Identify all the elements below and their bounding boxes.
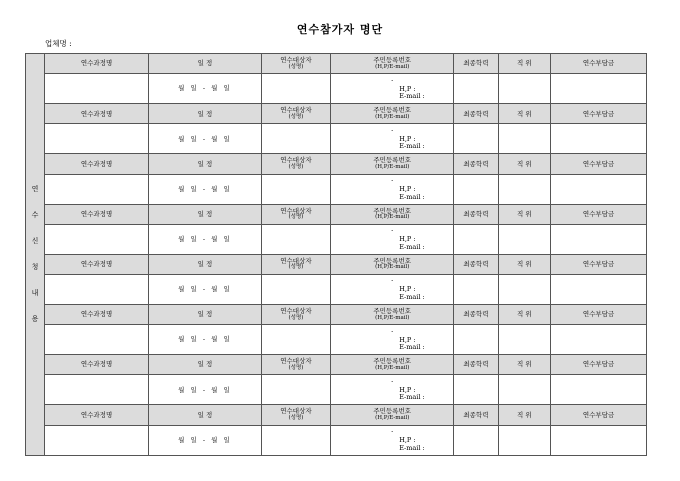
header-id-main: 주민등록번호 <box>373 156 412 165</box>
education-cell[interactable] <box>454 74 498 104</box>
header-course: 연수과정명 <box>44 104 148 124</box>
header-course: 연수과정명 <box>44 405 148 425</box>
entry-row <box>26 74 647 104</box>
trainee-cell[interactable] <box>261 375 330 405</box>
header-fee: 연수부담금 <box>551 405 647 425</box>
id-dash: - <box>391 377 394 385</box>
hp-label: H,P : <box>399 385 416 394</box>
education-cell[interactable] <box>454 325 498 355</box>
header-trainee-main: 연수대상자 <box>280 56 312 65</box>
id-dash: - <box>391 277 394 285</box>
header-education: 최종학력 <box>454 254 498 274</box>
header-id <box>331 304 454 324</box>
header-education: 최종학력 <box>454 405 498 425</box>
header-course: 연수과정명 <box>44 204 148 224</box>
education-cell[interactable] <box>454 375 498 405</box>
header-schedule: 일 정 <box>149 304 262 324</box>
header-trainee-main: 연수대상자 <box>280 206 312 215</box>
header-trainee-sub: (성명) <box>288 163 304 170</box>
side-label <box>26 54 45 456</box>
header-education: 최종학력 <box>454 104 498 124</box>
header-row <box>26 154 647 174</box>
position-cell[interactable] <box>498 325 551 355</box>
participant-table <box>25 53 647 456</box>
header-id-sub: (H,P/E-mail) <box>375 214 410 221</box>
schedule-cell[interactable]: 월 일 - 월 일 <box>149 224 262 254</box>
side-label-char: 내 <box>31 288 39 297</box>
header-id <box>331 154 454 174</box>
email-label: E-mail : <box>399 92 425 101</box>
side-label-char: 신 <box>31 236 39 245</box>
header-trainee-sub: (성명) <box>288 314 304 321</box>
schedule-cell[interactable]: 월 일 - 월 일 <box>149 375 262 405</box>
header-trainee-main: 연수대상자 <box>280 156 312 165</box>
header-id-main: 주민등록번호 <box>373 357 412 366</box>
entry-row <box>26 274 647 304</box>
header-row <box>26 204 647 224</box>
education-cell[interactable] <box>454 224 498 254</box>
header-course: 연수과정명 <box>44 355 148 375</box>
id-contact-cell[interactable] <box>331 425 454 455</box>
header-id-main: 주민등록번호 <box>373 256 412 265</box>
header-id-sub: (H,P/E-mail) <box>375 113 410 120</box>
course-cell[interactable] <box>44 224 148 254</box>
header-position: 직 위 <box>498 355 551 375</box>
fee-cell[interactable] <box>551 224 647 254</box>
header-fee: 연수부담금 <box>551 254 647 274</box>
course-cell[interactable] <box>44 375 148 405</box>
position-cell[interactable] <box>498 74 551 104</box>
schedule-cell[interactable]: 월 일 - 월 일 <box>149 425 262 455</box>
header-fee: 연수부담금 <box>551 304 647 324</box>
header-id-main: 주민등록번호 <box>373 307 412 316</box>
trainee-cell[interactable] <box>261 74 330 104</box>
header-fee: 연수부담금 <box>551 204 647 224</box>
education-cell[interactable] <box>454 174 498 204</box>
schedule-cell[interactable]: 월 일 - 월 일 <box>149 174 262 204</box>
header-row <box>26 254 647 274</box>
header-trainee <box>261 104 330 124</box>
header-fee: 연수부담금 <box>551 355 647 375</box>
participant-table-body <box>26 54 647 456</box>
header-schedule: 일 정 <box>149 204 262 224</box>
id-contact-cell[interactable] <box>331 174 454 204</box>
header-course: 연수과정명 <box>44 254 148 274</box>
hp-label: H,P : <box>399 134 416 143</box>
header-id-sub: (H,P/E-mail) <box>375 414 410 421</box>
course-cell[interactable] <box>44 124 148 154</box>
header-trainee <box>261 405 330 425</box>
side-label-char: 수 <box>31 210 39 219</box>
header-trainee <box>261 154 330 174</box>
header-id <box>331 204 454 224</box>
header-position: 직 위 <box>498 204 551 224</box>
trainee-cell[interactable] <box>261 224 330 254</box>
header-trainee-main: 연수대상자 <box>280 106 312 115</box>
header-trainee <box>261 204 330 224</box>
id-dash: - <box>391 227 394 235</box>
header-position: 직 위 <box>498 405 551 425</box>
hp-label: H,P : <box>399 185 416 194</box>
position-cell[interactable] <box>498 224 551 254</box>
header-fee: 연수부담금 <box>551 154 647 174</box>
fee-cell[interactable] <box>551 425 647 455</box>
header-education: 최종학력 <box>454 54 498 74</box>
id-contact-cell[interactable] <box>331 224 454 254</box>
header-trainee-sub: (성명) <box>288 113 304 120</box>
fee-cell[interactable] <box>551 325 647 355</box>
header-id-sub: (H,P/E-mail) <box>375 163 410 170</box>
header-id <box>331 54 454 74</box>
header-id-main: 주민등록번호 <box>373 206 412 215</box>
header-id <box>331 355 454 375</box>
course-cell[interactable] <box>44 425 148 455</box>
header-trainee-main: 연수대상자 <box>280 407 312 416</box>
hp-label: H,P : <box>399 285 416 294</box>
header-position: 직 위 <box>498 104 551 124</box>
id-dash: - <box>391 76 394 84</box>
course-cell[interactable] <box>44 174 148 204</box>
position-cell[interactable] <box>498 274 551 304</box>
entry-row <box>26 425 647 455</box>
header-fee: 연수부담금 <box>551 104 647 124</box>
header-id <box>331 104 454 124</box>
header-id-sub: (H,P/E-mail) <box>375 63 410 70</box>
position-cell[interactable] <box>498 425 551 455</box>
course-cell[interactable] <box>44 325 148 355</box>
header-row <box>26 405 647 425</box>
header-education: 최종학력 <box>454 304 498 324</box>
header-schedule: 일 정 <box>149 405 262 425</box>
header-id-sub: (H,P/E-mail) <box>375 364 410 371</box>
header-education: 최종학력 <box>454 154 498 174</box>
email-label: E-mail : <box>399 343 425 352</box>
id-contact-cell[interactable] <box>331 375 454 405</box>
header-fee: 연수부담금 <box>551 54 647 74</box>
side-label-char: 연 <box>31 184 39 193</box>
header-id <box>331 254 454 274</box>
id-contact-cell[interactable] <box>331 274 454 304</box>
header-id-sub: (H,P/E-mail) <box>375 314 410 321</box>
page-title: 연수참가자 명단 <box>296 23 384 36</box>
header-trainee-sub: (성명) <box>288 414 304 421</box>
id-dash: - <box>391 428 394 435</box>
hp-label: H,P : <box>399 436 416 444</box>
header-education: 최종학력 <box>454 355 498 375</box>
header-trainee-sub: (성명) <box>288 364 304 371</box>
header-row <box>26 355 647 375</box>
trainee-cell[interactable] <box>261 124 330 154</box>
entry-row <box>26 124 647 154</box>
header-course: 연수과정명 <box>44 304 148 324</box>
schedule-cell[interactable]: 월 일 - 월 일 <box>149 124 262 154</box>
trainee-cell[interactable] <box>261 174 330 204</box>
header-trainee-main: 연수대상자 <box>280 307 312 316</box>
education-cell[interactable] <box>454 425 498 455</box>
email-label: E-mail : <box>399 142 425 151</box>
education-cell[interactable] <box>454 124 498 154</box>
header-trainee-sub: (성명) <box>288 63 304 70</box>
schedule-cell[interactable]: 월 일 - 월 일 <box>149 274 262 304</box>
trainee-cell[interactable] <box>261 274 330 304</box>
fee-cell[interactable] <box>551 174 647 204</box>
side-label-char: 청 <box>31 262 39 271</box>
position-cell[interactable] <box>498 124 551 154</box>
header-schedule: 일 정 <box>149 355 262 375</box>
id-contact-cell[interactable] <box>331 124 454 154</box>
header-schedule: 일 정 <box>149 104 262 124</box>
hp-label: H,P : <box>399 84 416 93</box>
email-label: E-mail : <box>399 393 425 402</box>
entry-row <box>26 325 647 355</box>
header-trainee <box>261 254 330 274</box>
header-row <box>26 304 647 324</box>
header-trainee <box>261 304 330 324</box>
fee-cell[interactable] <box>551 124 647 154</box>
id-dash: - <box>391 126 394 134</box>
header-row <box>26 54 647 74</box>
position-cell[interactable] <box>498 174 551 204</box>
header-trainee-sub: (성명) <box>288 214 304 221</box>
header-trainee-main: 연수대상자 <box>280 357 312 366</box>
header-row <box>26 104 647 124</box>
header-id-main: 주민등록번호 <box>373 407 412 416</box>
header-position: 직 위 <box>498 154 551 174</box>
header-trainee-main: 연수대상자 <box>280 256 312 265</box>
email-label: E-mail : <box>399 192 425 201</box>
header-position: 직 위 <box>498 54 551 74</box>
schedule-cell[interactable]: 월 일 - 월 일 <box>149 74 262 104</box>
header-trainee <box>261 355 330 375</box>
hp-label: H,P : <box>399 235 416 244</box>
header-schedule: 일 정 <box>149 254 262 274</box>
header-id-main: 주민등록번호 <box>373 56 412 65</box>
entry-row <box>26 174 647 204</box>
id-dash: - <box>391 177 394 185</box>
email-label: E-mail : <box>399 242 425 251</box>
company-label: 업체명 : <box>45 39 72 48</box>
hp-label: H,P : <box>399 335 416 344</box>
id-contact-cell[interactable] <box>331 74 454 104</box>
schedule-cell[interactable]: 월 일 - 월 일 <box>149 325 262 355</box>
trainee-cell[interactable] <box>261 425 330 455</box>
header-id <box>331 405 454 425</box>
education-cell[interactable] <box>454 274 498 304</box>
header-schedule: 일 정 <box>149 54 262 74</box>
id-dash: - <box>391 327 394 335</box>
entry-row <box>26 375 647 405</box>
header-id-main: 주민등록번호 <box>373 106 412 115</box>
course-cell[interactable] <box>44 274 148 304</box>
course-cell[interactable] <box>44 74 148 104</box>
fee-cell[interactable] <box>551 274 647 304</box>
position-cell[interactable] <box>498 375 551 405</box>
email-label: E-mail : <box>399 292 425 301</box>
header-course: 연수과정명 <box>44 154 148 174</box>
side-label-char: 용 <box>31 314 39 323</box>
header-position: 직 위 <box>498 304 551 324</box>
id-contact-cell[interactable] <box>331 325 454 355</box>
header-id-sub: (H,P/E-mail) <box>375 264 410 271</box>
entry-row <box>26 224 647 254</box>
header-trainee <box>261 54 330 74</box>
header-position: 직 위 <box>498 254 551 274</box>
fee-cell[interactable] <box>551 74 647 104</box>
header-schedule: 일 정 <box>149 154 262 174</box>
header-education: 최종학력 <box>454 204 498 224</box>
header-course: 연수과정명 <box>44 54 148 74</box>
header-trainee-sub: (성명) <box>288 264 304 271</box>
fee-cell[interactable] <box>551 375 647 405</box>
trainee-cell[interactable] <box>261 325 330 355</box>
email-label: E-mail : <box>399 443 425 452</box>
